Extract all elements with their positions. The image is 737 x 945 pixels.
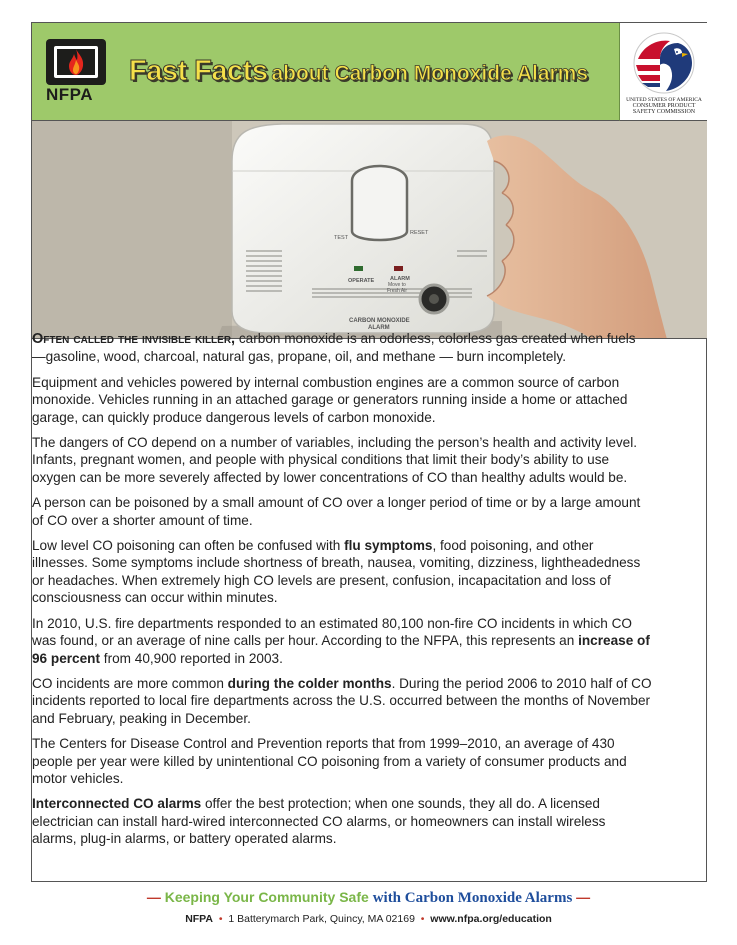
paragraph-5-text-a: Low level CO poisoning can often be confused with	[32, 538, 345, 554]
paragraph-3: The dangers of CO depend on a number of variables, including the person’s health and activity level. Infants, pregnant women, and people with physical conditions that limit their body’s ability to use oxygen can be more severely affected by lower concentrations of CO than healthy adults would be.	[32, 435, 638, 485]
tagline-blue: with Carbon Monoxide Alarms	[372, 890, 573, 906]
operate-label: OPERATE	[348, 278, 375, 284]
test-label: TEST	[334, 235, 349, 241]
article-body	[32, 330, 652, 856]
footer-address: 1 Batterymarch Park, Quincy, MA 02169	[228, 913, 415, 925]
paragraph-9	[32, 795, 652, 847]
paragraph-5-emphasis: flu symptoms	[344, 538, 433, 554]
paragraph-6-text-b: from 40,900 reported in 2003.	[100, 650, 283, 666]
paragraph-6	[32, 615, 652, 667]
footer-contact: NFPA • 1 Batterymarch Park, Quincy, MA 02169 • www.nfpa.org/education	[185, 913, 552, 925]
cpsc-line-1: UNITED STATES OF AMERICA	[626, 97, 702, 103]
paragraph-1	[32, 330, 652, 366]
paragraph-8: The Centers for Disease Control and Prevention reports that from 1999–2010, an average of 430 people per year were killed by unintentional CO poisoning from a variety of consumer products and motor vehicles.	[32, 736, 627, 786]
alarm-label: ALARM	[390, 276, 410, 282]
reset-label: RESET	[410, 230, 429, 236]
paragraph-7-text-b: . During the period 2006 to 2010 half of CO incidents reported to local fire departments across the U.S. occurred between the months of November and February, peaking in December.	[32, 675, 652, 726]
paragraph-7-text-a: CO incidents are more common	[32, 675, 228, 691]
device-label-2: ALARM	[368, 325, 390, 331]
paragraph-1-text: carbon monoxide is an odorless, colorless gas created when fuels —gasoline, wood, charcoal, natural gas, propane, oil, and methane — burn incompletely.	[32, 331, 636, 365]
alarm-sub-2: Fresh Air	[387, 288, 408, 294]
nfpa-logo-text: NFPA	[46, 85, 94, 104]
co-alarm-illustration	[32, 121, 707, 339]
paragraph-5	[32, 537, 652, 607]
cpsc-eagle-icon	[630, 31, 698, 95]
tagline-green: Keeping Your Community Safe	[164, 889, 369, 905]
nfpa-emblem	[46, 39, 106, 85]
footer-tagline: — Keeping Your Community Safe with Carbon Monoxide Alarms —	[146, 889, 591, 906]
cpsc-logo	[620, 23, 707, 121]
paragraph-4: A person can be poisoned by a small amount of CO over a longer period of time or by a large amount of CO over a shorter amount of time.	[32, 495, 641, 528]
co-alarm-photo	[32, 121, 707, 339]
title-subject: about Carbon Monoxide Alarms	[271, 62, 589, 85]
alarm-sub-1: Move to	[388, 282, 406, 288]
paragraph-1-lead: Often called the invisible killer,	[32, 331, 236, 347]
footer-org: NFPA	[185, 913, 213, 925]
paragraph-7	[32, 675, 652, 727]
paragraph-6-text-a: In 2010, U.S. fire departments responded to an estimated 80,100 non-fire CO incidents in which CO was found, or an average of nine calls per hour. According to the NFPA, this represents an	[32, 615, 632, 649]
cpsc-line-2: CONSUMER PRODUCT	[632, 103, 696, 109]
title-fast-facts: Fast Facts	[129, 55, 268, 87]
cpsc-caption	[625, 97, 703, 115]
paragraph-7-emphasis: during the colder months	[227, 675, 392, 691]
paragraph-9-emphasis: Interconnected CO alarms	[32, 796, 202, 812]
device-label-1: CARBON MONOXIDE	[349, 318, 410, 324]
paragraph-2: Equipment and vehicles powered by internal combustion engines are a common source of carbon monoxide. Vehicles running in an attached garage or generators running inside a home or attached garage, can quickly produce dangerous levels of carbon monoxide.	[32, 374, 628, 425]
footer-url-link[interactable]: www.nfpa.org/education	[430, 913, 552, 925]
header-banner	[32, 23, 620, 121]
paragraph-6-emphasis: increase of 96 percent	[32, 633, 650, 666]
flame-icon	[66, 48, 86, 76]
paragraph-5-text-b: , food poisoning, and other illnesses. Some symptoms include shortness of breath, nausea, vomiting, dizziness, lightheadedness or headaches. When extremely high CO levels are present, confusion, incapacitation and loss of consciousness can occur within minutes.	[32, 538, 641, 606]
cpsc-line-3: SAFETY COMMISSION	[632, 109, 696, 115]
nfpa-logo	[46, 39, 110, 105]
paragraph-9-text: offer the best protection; when one sounds, they all do. A licensed electrician can install hard-wired interconnected CO alarms, or homeowners can install wireless alarms, plug-in alarms, or battery operated alarms.	[32, 796, 606, 847]
page-title	[129, 55, 588, 88]
